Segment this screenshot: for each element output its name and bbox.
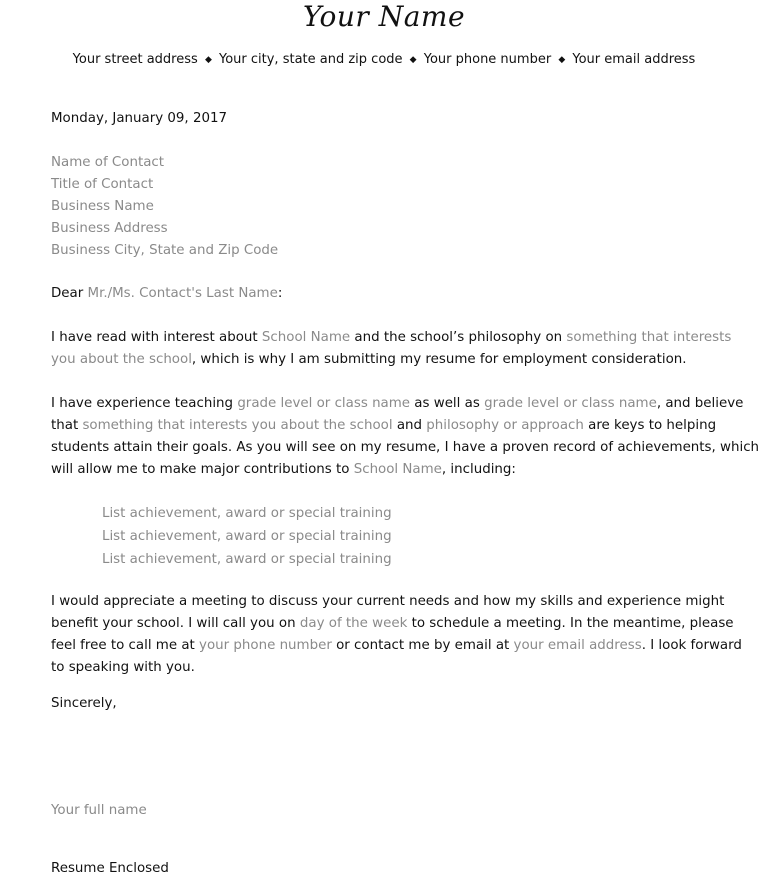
closing: Sincerely, xyxy=(51,696,117,711)
street-address: Your street address xyxy=(72,52,198,67)
paragraph-line: I have experience teaching grade level or class name as well as grade level or class name, and believe xyxy=(51,396,744,411)
recipient-contact-name: Name of Contact xyxy=(51,155,165,170)
recipient-business-name: Business Name xyxy=(51,199,154,214)
recipient-title: Title of Contact xyxy=(51,177,154,192)
paragraph-line: I have read with interest about School Name and the school’s philosophy on something that interests xyxy=(51,330,732,345)
paragraph-line: will allow me to make major contributions to School Name, including: xyxy=(51,462,516,477)
paragraph-line: students attain their goals. As you will see on my resume, I have a proven record of achievements, which xyxy=(51,440,760,455)
list-item: List achievement, award or special training xyxy=(102,506,392,521)
sender-address-line xyxy=(0,50,768,71)
salutation-prefix: Dear xyxy=(51,286,88,301)
phone-number: Your phone number xyxy=(423,52,552,67)
paragraph-meeting xyxy=(51,591,742,679)
salutation-name: Mr./Ms. Contact's Last Name xyxy=(87,286,278,301)
paragraph-experience xyxy=(51,393,760,481)
recipient-city-state-zip: Business City, State and Zip Code xyxy=(51,243,279,258)
paragraph-line: I would appreciate a meeting to discuss your current needs and how my skills and experience might xyxy=(51,594,725,609)
salutation xyxy=(51,283,721,305)
separator-diamond-icon: ◆ xyxy=(409,55,417,65)
email-address: Your email address xyxy=(572,52,696,67)
separator-diamond-icon: ◆ xyxy=(558,55,566,65)
paragraph-line: benefit your school. I will call you on day of the week to schedule a meeting. In the meantime, please xyxy=(51,616,734,631)
paragraph-line: that something that interests you about the school and philosophy or approach are keys to helping xyxy=(51,418,717,433)
separator-diamond-icon: ◆ xyxy=(204,55,212,65)
paragraph-line: you about the school, which is why I am submitting my resume for employment consideration. xyxy=(51,352,687,367)
paragraph-intro xyxy=(51,327,732,371)
city-state-zip: Your city, state and zip code xyxy=(219,52,403,67)
letter-date: Monday, January 09, 2017 xyxy=(51,111,228,126)
sender-name: Your Name xyxy=(302,0,466,33)
achievement-list xyxy=(102,502,768,571)
salutation-suffix: : xyxy=(277,286,283,301)
enclosure-note: Resume Enclosed xyxy=(51,861,169,876)
signature-name: Your full name xyxy=(51,803,147,818)
list-item: List achievement, award or special training xyxy=(102,529,392,544)
list-item: List achievement, award or special training xyxy=(102,552,392,567)
paragraph-line: feel free to call me at your phone number or contact me by email at your email address. I look forward xyxy=(51,638,742,653)
recipient-block xyxy=(51,152,721,262)
paragraph-line: to speaking with you. xyxy=(51,660,195,675)
recipient-business-address: Business Address xyxy=(51,221,168,236)
